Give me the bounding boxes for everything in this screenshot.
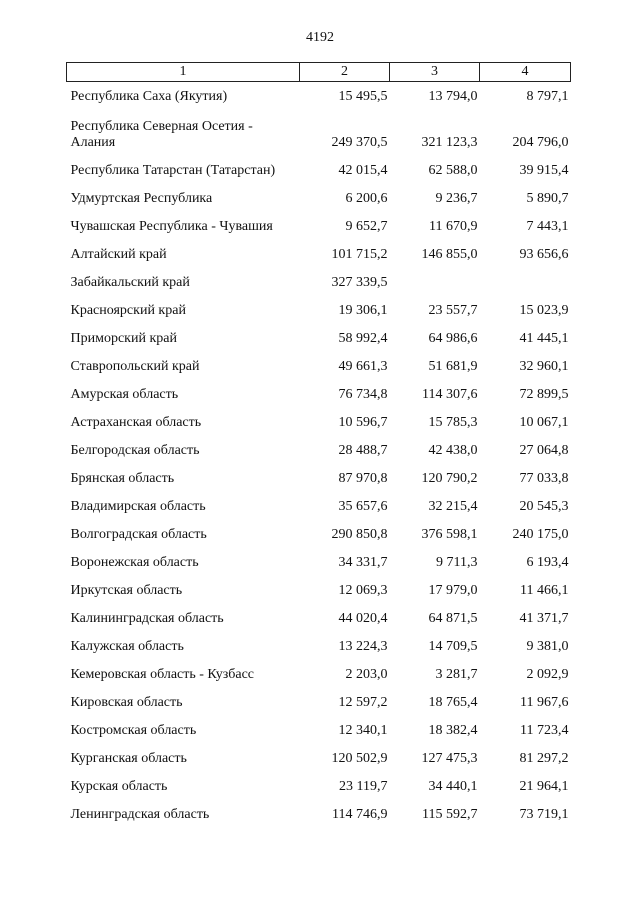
value-col4: 7 443,1 — [526, 219, 569, 234]
value-col2: 9 652,7 — [345, 219, 388, 234]
value-col3: 115 592,7 — [422, 807, 478, 822]
table-row — [67, 739, 571, 767]
region-name: Костромская область — [70, 723, 197, 738]
value-col2: 290 850,8 — [331, 527, 388, 542]
value-col3: 18 765,4 — [428, 695, 478, 710]
value-col2: 44 020,4 — [338, 611, 388, 626]
value-col4: 20 545,3 — [519, 499, 569, 514]
region-name: Воронежская область — [70, 555, 199, 570]
region-name: Кировская область — [70, 695, 183, 710]
value-col3: 321 123,3 — [421, 135, 478, 150]
value-col4: 77 033,8 — [519, 471, 569, 486]
table-row — [67, 105, 571, 151]
region-name: Белгородская область — [70, 443, 200, 458]
value-col3: 17 979,0 — [428, 583, 478, 598]
value-col4: 8 797,1 — [526, 89, 569, 104]
column-header-3: 3 — [390, 63, 480, 82]
value-col2: 58 992,4 — [338, 331, 388, 346]
value-col3: 9 236,7 — [435, 191, 478, 206]
value-col4: 11 723,4 — [520, 723, 569, 738]
value-col4: 11 466,1 — [520, 583, 569, 598]
column-header-4: 4 — [480, 63, 571, 82]
value-col3: 23 557,7 — [428, 303, 478, 318]
table-row — [67, 319, 571, 347]
table-row — [67, 655, 571, 683]
region-name: Забайкальский край — [70, 275, 190, 290]
value-col2: 12 340,1 — [338, 723, 388, 738]
region-name: Ставропольский край — [70, 359, 200, 374]
value-col2: 23 119,7 — [339, 779, 388, 794]
value-col3 — [390, 263, 480, 291]
value-col2: 19 306,1 — [338, 303, 388, 318]
value-col2: 12 597,2 — [338, 695, 388, 710]
region-name: Курская область — [70, 779, 168, 794]
value-col3: 3 281,7 — [435, 667, 478, 682]
value-col2: 2 203,0 — [345, 667, 388, 682]
value-col2: 12 069,3 — [338, 583, 388, 598]
table-row — [67, 347, 571, 375]
region-name: Владимирская область — [70, 499, 206, 514]
value-col4: 15 023,9 — [519, 303, 569, 318]
value-col3: 51 681,9 — [428, 359, 478, 374]
table-row — [67, 263, 571, 291]
table-row — [67, 515, 571, 543]
region-name: Амурская область — [70, 387, 179, 402]
value-col2: 49 661,3 — [338, 359, 388, 374]
value-col2: 87 970,8 — [338, 471, 388, 486]
header-row — [67, 63, 571, 82]
table-row — [67, 711, 571, 739]
table-row — [67, 291, 571, 319]
value-col4: 32 960,1 — [519, 359, 569, 374]
table-row — [67, 151, 571, 179]
table-body — [67, 82, 571, 824]
value-col3: 146 855,0 — [421, 247, 478, 262]
value-col4: 27 064,8 — [519, 443, 569, 458]
region-name: Республика Саха (Якутия) — [70, 89, 228, 104]
table-row — [67, 207, 571, 235]
value-col3: 14 709,5 — [428, 639, 478, 654]
value-col4: 81 297,2 — [519, 751, 569, 766]
table-row — [67, 571, 571, 599]
table-row — [67, 235, 571, 263]
value-col4: 204 796,0 — [512, 135, 569, 150]
value-col2: 15 495,5 — [338, 89, 388, 104]
value-col4: 72 899,5 — [519, 387, 569, 402]
value-col4: 2 092,9 — [526, 667, 569, 682]
value-col3: 13 794,0 — [428, 89, 478, 104]
region-name: Калужская область — [70, 639, 184, 654]
table-row — [67, 767, 571, 795]
value-col3: 64 871,5 — [428, 611, 478, 626]
value-col2: 76 734,8 — [338, 387, 388, 402]
region-name: Астраханская область — [70, 415, 202, 430]
table-row — [67, 82, 571, 106]
value-col4: 41 445,1 — [519, 331, 569, 346]
value-col2: 114 746,9 — [332, 807, 388, 822]
table-row — [67, 683, 571, 711]
value-col2: 120 502,9 — [331, 751, 388, 766]
region-name: Иркутская область — [70, 583, 183, 598]
value-col2: 13 224,3 — [338, 639, 388, 654]
value-col2: 6 200,6 — [345, 191, 388, 206]
value-col2: 249 370,5 — [331, 135, 388, 150]
table-row — [67, 459, 571, 487]
region-name: Алтайский край — [70, 247, 167, 262]
table-row — [67, 179, 571, 207]
value-col2: 28 488,7 — [338, 443, 388, 458]
region-name: Кемеровская область - Кузбасс — [70, 667, 255, 682]
value-col4: 39 915,4 — [519, 163, 569, 178]
table-row — [67, 627, 571, 655]
value-col4: 6 193,4 — [526, 555, 569, 570]
value-col4: 10 067,1 — [519, 415, 569, 430]
value-col4: 11 967,6 — [520, 695, 569, 710]
region-name: Чувашская Республика - Чувашия — [70, 219, 273, 234]
value-col3: 114 307,6 — [422, 387, 478, 402]
value-col2: 10 596,7 — [338, 415, 388, 430]
region-name: Брянская область — [70, 471, 175, 486]
value-col2: 35 657,6 — [338, 499, 388, 514]
table-row — [67, 543, 571, 571]
value-col3: 18 382,4 — [428, 723, 478, 738]
data-table — [66, 62, 571, 823]
region-name: Курганская область — [70, 751, 187, 766]
page-number: 4192 — [306, 30, 334, 45]
column-header-1: 1 — [67, 63, 300, 82]
table-row — [67, 599, 571, 627]
value-col3: 15 785,3 — [428, 415, 478, 430]
value-col2: 101 715,2 — [331, 247, 388, 262]
value-col3: 42 438,0 — [428, 443, 478, 458]
region-name: Красноярский край — [70, 303, 186, 318]
value-col4 — [480, 263, 571, 291]
value-col3: 376 598,1 — [421, 527, 478, 542]
value-col3: 9 711,3 — [436, 555, 478, 570]
table-row — [67, 795, 571, 823]
region-name: Калининградская область — [70, 611, 224, 626]
value-col4: 73 719,1 — [519, 807, 569, 822]
value-col4: 5 890,7 — [526, 191, 569, 206]
region-name: Приморский край — [70, 331, 177, 346]
region-name: Ленинградская область — [70, 807, 210, 822]
value-col3: 64 986,6 — [428, 331, 478, 346]
value-col4: 240 175,0 — [512, 527, 569, 542]
region-name: Республика Татарстан (Татарстан) — [70, 163, 276, 178]
region-name: Республика Северная Осетия - Алания — [70, 119, 253, 150]
value-col4: 9 381,0 — [526, 639, 569, 654]
value-col3: 62 588,0 — [428, 163, 478, 178]
table-row — [67, 403, 571, 431]
value-col3: 127 475,3 — [421, 751, 478, 766]
region-name: Удмуртская Республика — [70, 191, 213, 206]
table-row — [67, 431, 571, 459]
value-col4: 93 656,6 — [519, 247, 569, 262]
value-col3: 120 790,2 — [421, 471, 478, 486]
value-col3: 34 440,1 — [428, 779, 478, 794]
region-name: Волгоградская область — [70, 527, 207, 542]
value-col2: 34 331,7 — [338, 555, 388, 570]
value-col3: 32 215,4 — [428, 499, 478, 514]
value-col4: 21 964,1 — [519, 779, 569, 794]
column-header-2: 2 — [300, 63, 390, 82]
table-row — [67, 375, 571, 403]
value-col2: 42 015,4 — [338, 163, 388, 178]
value-col2: 327 339,5 — [331, 275, 388, 290]
value-col4: 41 371,7 — [519, 611, 569, 626]
value-col3: 11 670,9 — [429, 219, 478, 234]
table-row — [67, 487, 571, 515]
